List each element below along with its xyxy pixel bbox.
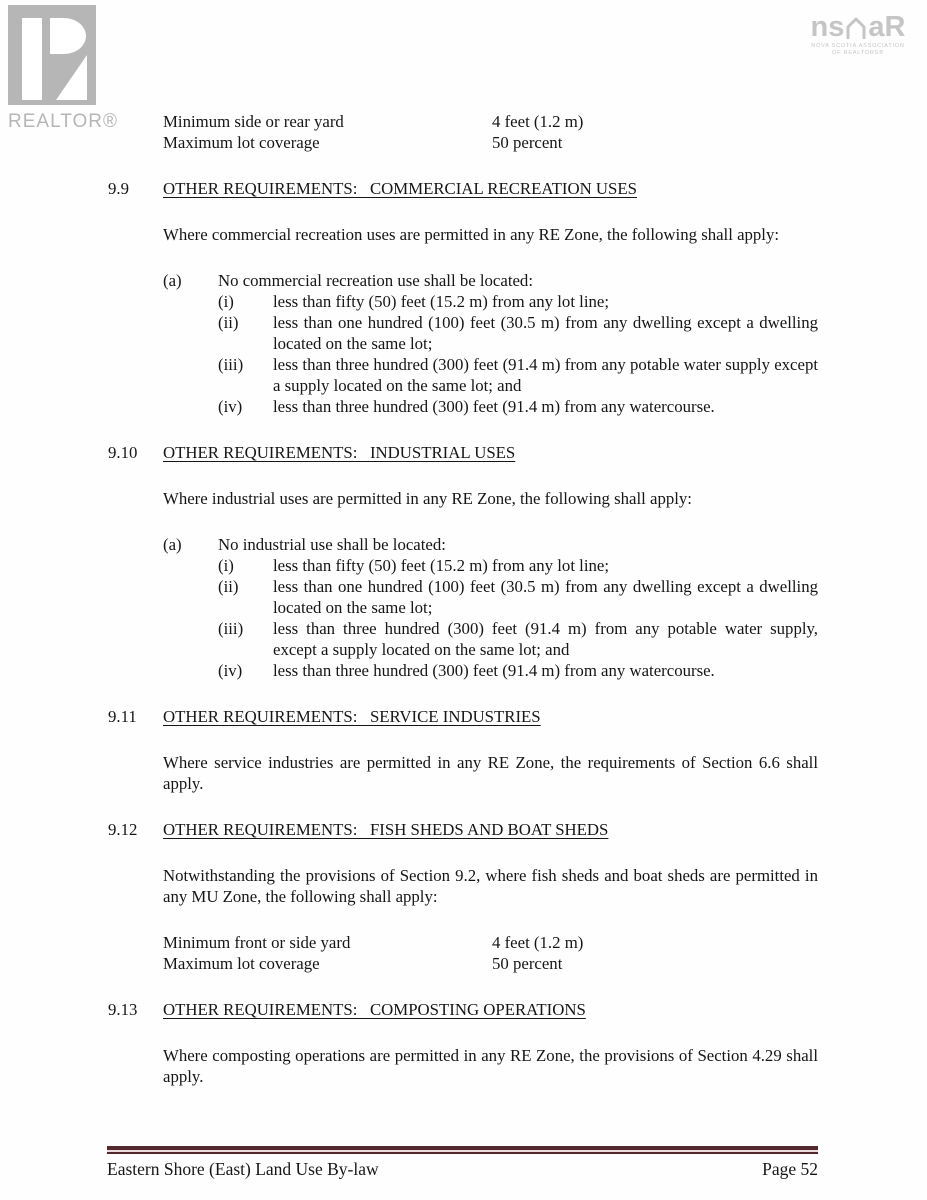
section-title: OTHER REQUIREMENTS: COMPOSTING OPERATIONS: [163, 1000, 586, 1019]
subclause-label: (iii): [218, 619, 244, 638]
subclause-row: [218, 576, 818, 618]
section-number: 9.13: [108, 1000, 138, 1019]
section-heading-row: [108, 442, 818, 463]
page-footer: [107, 1146, 818, 1180]
subclause-row: [218, 555, 818, 576]
section-intro: Notwithstanding the provisions of Section 9.2, where fish sheds and boat sheds are permitted in any MU Zone, the following shall apply:: [163, 866, 818, 906]
subclause-label: (ii): [218, 577, 239, 596]
subclause-text: less than three hundred (300) feet (91.4 m) from any potable water supply except a supply located on the same lot; and: [273, 355, 818, 395]
section-heading-row: [108, 999, 818, 1020]
bylaw-section: [108, 178, 818, 417]
spec-value: 50 percent: [492, 133, 563, 152]
spec-value: 50 percent: [492, 954, 563, 973]
subclause-row: [218, 312, 818, 354]
clause-text: No commercial recreation use shall be located:: [218, 271, 533, 290]
section-heading-row: [108, 706, 818, 727]
section-intro: Where service industries are permitted in any RE Zone, the requirements of Section 6.6 shall apply.: [163, 753, 818, 793]
bylaw-section: [108, 999, 818, 1087]
clause-row: [163, 270, 818, 291]
spec-row: [163, 132, 818, 153]
requirements-table: [163, 111, 818, 153]
subclause-label: (i): [218, 292, 234, 311]
section-number: 9.10: [108, 443, 138, 462]
spec-label: Maximum lot coverage: [163, 954, 320, 973]
subclause-row: [218, 291, 818, 312]
spec-row: [163, 111, 818, 132]
spec-row: [163, 953, 818, 974]
section-number: 9.11: [108, 707, 137, 726]
section-title: OTHER REQUIREMENTS: COMMERCIAL RECREATION USES: [163, 179, 637, 198]
spec-label: Maximum lot coverage: [163, 133, 320, 152]
subclause-label: (iv): [218, 397, 243, 416]
realtor-wordmark: REALTOR®: [8, 111, 118, 132]
spec-label: Minimum front or side yard: [163, 933, 351, 952]
subclause-row: [218, 660, 818, 681]
nsar-tagline-line2: OF REALTORS®: [832, 50, 884, 56]
subclause-label: (i): [218, 556, 234, 575]
sections-container: [108, 178, 818, 1087]
subclause-label: (iv): [218, 661, 243, 680]
subclause-text: less than fifty (50) feet (15.2 m) from any lot line;: [273, 556, 610, 575]
subclause-text: less than three hundred (300) feet (91.4 m) from any watercourse.: [273, 661, 715, 680]
section-heading-row: [108, 819, 818, 840]
clause-text: No industrial use shall be located:: [218, 535, 446, 554]
footer-rule: [107, 1146, 818, 1154]
spec-value: 4 feet (1.2 m): [492, 112, 584, 131]
section-title: OTHER REQUIREMENTS: INDUSTRIAL USES: [163, 443, 516, 462]
nsar-wordmark-left: ns: [810, 11, 845, 43]
section-intro: Where commercial recreation uses are permitted in any RE Zone, the following shall apply:: [163, 225, 780, 244]
house-icon: [845, 15, 867, 39]
subclause-text: less than three hundred (300) feet (91.4 m) from any potable water supply, except a supply located on the same lot; and: [273, 619, 818, 659]
footer-rule-thin-bar: [107, 1152, 818, 1154]
spec-row: [163, 932, 818, 953]
bylaw-section: [108, 819, 818, 974]
subclause-label: (ii): [218, 313, 239, 332]
clause-label: (a): [163, 271, 182, 290]
subclause-row: [218, 618, 818, 660]
subclause-row: [218, 354, 818, 396]
footer-text-row: [107, 1159, 818, 1180]
section-intro: Where industrial uses are permitted in any RE Zone, the following shall apply:: [163, 489, 692, 508]
section-title: OTHER REQUIREMENTS: SERVICE INDUSTRIES: [163, 707, 541, 726]
nsar-wordmark: [803, 13, 913, 41]
clause-row: [163, 534, 818, 555]
realtor-logo: [8, 5, 118, 132]
section-number: 9.12: [108, 820, 138, 839]
spec-value: 4 feet (1.2 m): [492, 933, 584, 952]
nsar-logo: [803, 13, 913, 57]
subclause-text: less than one hundred (100) feet (30.5 m) from any dwelling except a dwelling located on the same lot;: [273, 577, 818, 617]
section-title: OTHER REQUIREMENTS: FISH SHEDS AND BOAT SHEDS: [163, 820, 609, 839]
bylaw-section: [108, 442, 818, 681]
subclause-label: (iii): [218, 355, 244, 374]
document-content: [108, 111, 818, 1087]
subclause-text: less than one hundred (100) feet (30.5 m) from any dwelling except a dwelling located on the same lot;: [273, 313, 818, 353]
bylaw-section: [108, 706, 818, 794]
subclause-row: [218, 396, 818, 417]
section-spec-table: [163, 932, 818, 974]
footer-page-number: Page 52: [762, 1159, 818, 1179]
section-intro: Where composting operations are permitted in any RE Zone, the provisions of Section 4.29 shall apply.: [163, 1046, 818, 1086]
section-number: 9.9: [108, 179, 129, 198]
clause-label: (a): [163, 535, 182, 554]
subclause-text: less than three hundred (300) feet (91.4 m) from any watercourse.: [273, 397, 715, 416]
nsar-wordmark-right: aR: [868, 11, 906, 43]
nsar-tagline-line1: NOVA SCOTIA ASSOCIATION: [811, 43, 905, 49]
subclause-text: less than fifty (50) feet (15.2 m) from any lot line;: [273, 292, 610, 311]
spec-label: Minimum side or rear yard: [163, 112, 344, 131]
realtor-r-icon: [8, 5, 96, 105]
section-heading-row: [108, 178, 818, 199]
footer-document-title: Eastern Shore (East) Land Use By-law: [107, 1159, 379, 1179]
